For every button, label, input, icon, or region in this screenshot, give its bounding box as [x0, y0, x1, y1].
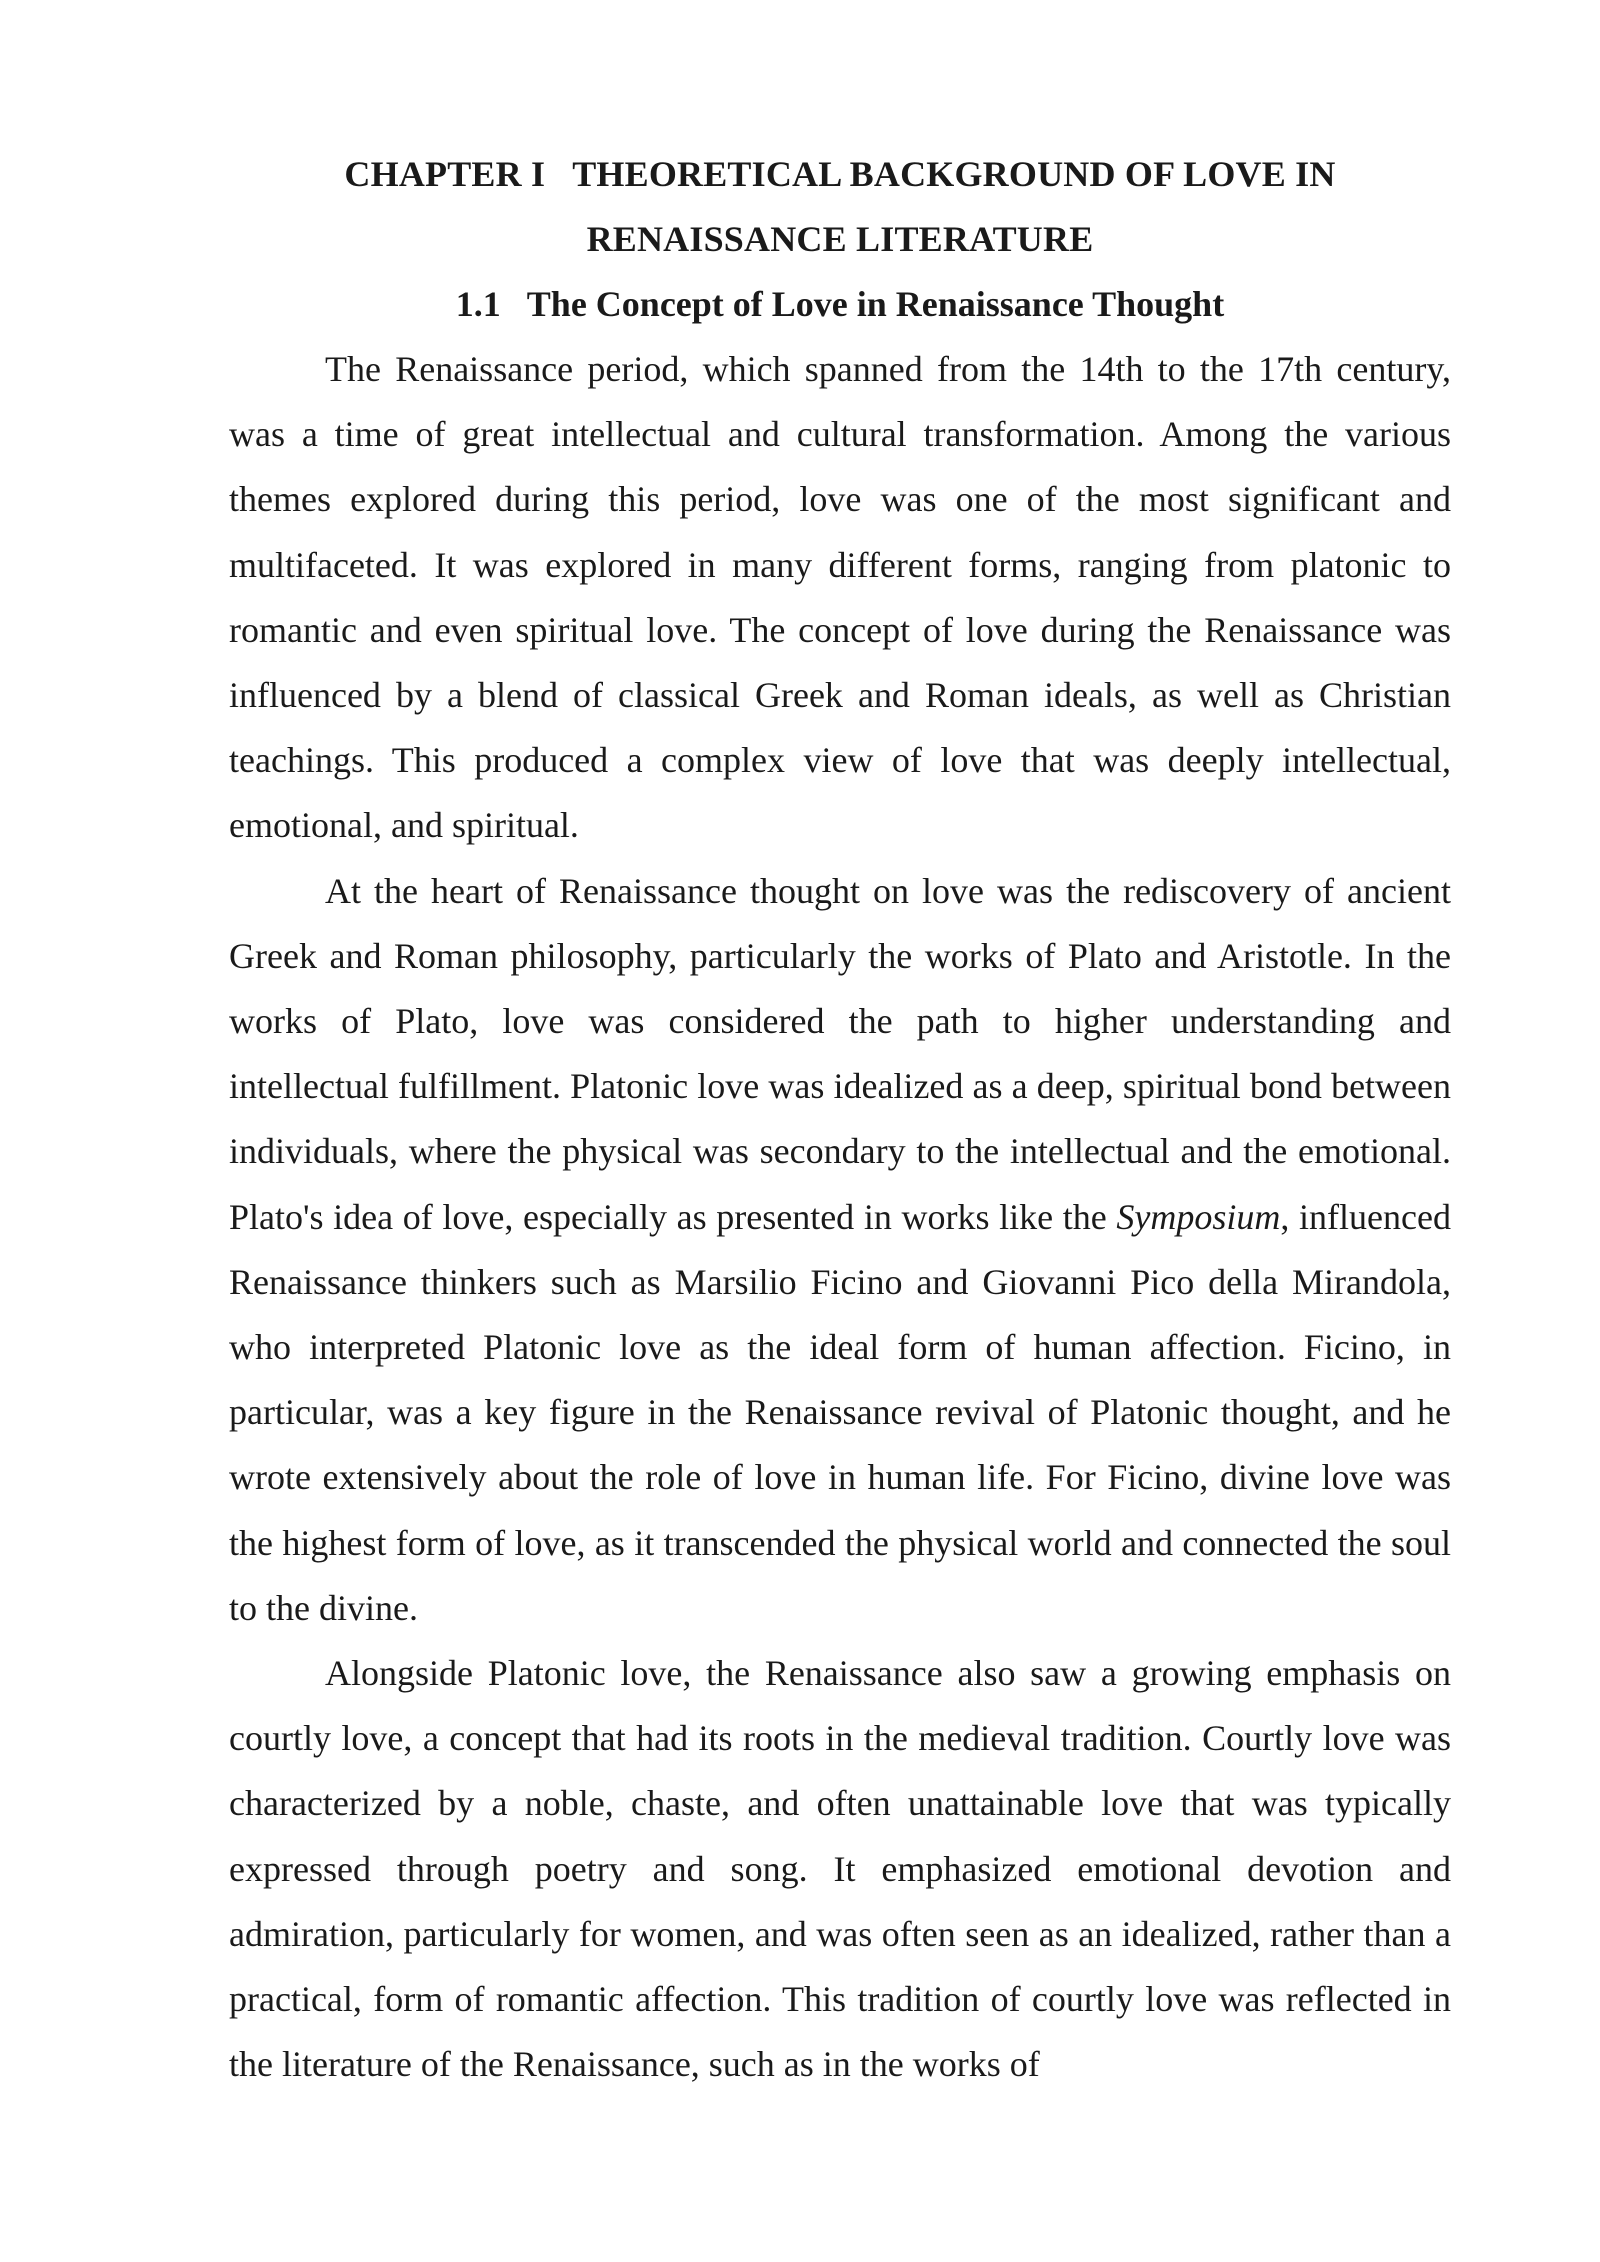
section-heading — [229, 272, 1451, 337]
paragraph-2-text-before: At the heart of Renaissance thought on love was the rediscovery of ancient Greek and Roman philosophy, particularly the works of Plato and Aristotle. In the works of Plato, love was considered the path to higher understanding and intellectual fulfillment. Platonic love was idealized as a deep, spiritual bond between individuals, where the physical was secondary to the intellectual and the emotional. Plato's idea of love, especially as presented in works like the — [229, 870, 1451, 1237]
work-title-italic: Symposium — [1116, 1196, 1281, 1237]
paragraph-2-text-after: , influenced Renaissance thinkers such as Marsilio Ficino and Giovanni Pico della Mirandola, who interpreted Platonic love as the ideal form of human affection. Ficino, in particular, was a key figure in the Renaissance revival of Platonic thought, and he wrote extensively about the role of love in human life. For Ficino, divine love was the highest form of love, as it transcended the physical world and connected the soul to the divine. — [229, 1196, 1451, 1628]
paragraph-1: The Renaissance period, which spanned from the 14th to the 17th century, was a time of great intellectual and cultural transformation. Among the various themes explored during this period, love was one of the most significant and multifaceted. It was explored in many different forms, ranging from platonic to romantic and even spiritual love. The concept of love during the Renaissance was influenced by a blend of classical Greek and Roman ideals, as well as Christian teachings. This produced a complex view of love that was deeply intellectual, emotional, and spiritual. — [229, 349, 1451, 846]
section-number: 1.1 — [455, 284, 501, 324]
chapter-heading-line-1: CHAPTER I THEORETICAL BACKGROUND OF LOVE IN — [344, 154, 1336, 194]
paragraph-3: Alongside Platonic love, the Renaissance also saw a growing emphasis on courtly love, a concept that had its roots in the medieval tradition. Courtly love was characterized by a noble, chaste, and often unattainable love that was typically expressed through poetry and song. It emphasized emotional devotion and admiration, particularly for women, and was often seen as an idealized, rather than a practical, form of romantic affection. This tradition of courtly love was reflected in the literature of the Renaissance, such as in the works of — [229, 1653, 1451, 2085]
chapter-heading-line-2: RENAISSANCE LITERATURE — [586, 219, 1094, 259]
paragraph-2 — [229, 859, 1451, 1641]
section-title: The Concept of Love in Renaissance Thought — [526, 284, 1225, 324]
document-page — [229, 142, 1451, 2097]
chapter-heading — [229, 142, 1451, 272]
